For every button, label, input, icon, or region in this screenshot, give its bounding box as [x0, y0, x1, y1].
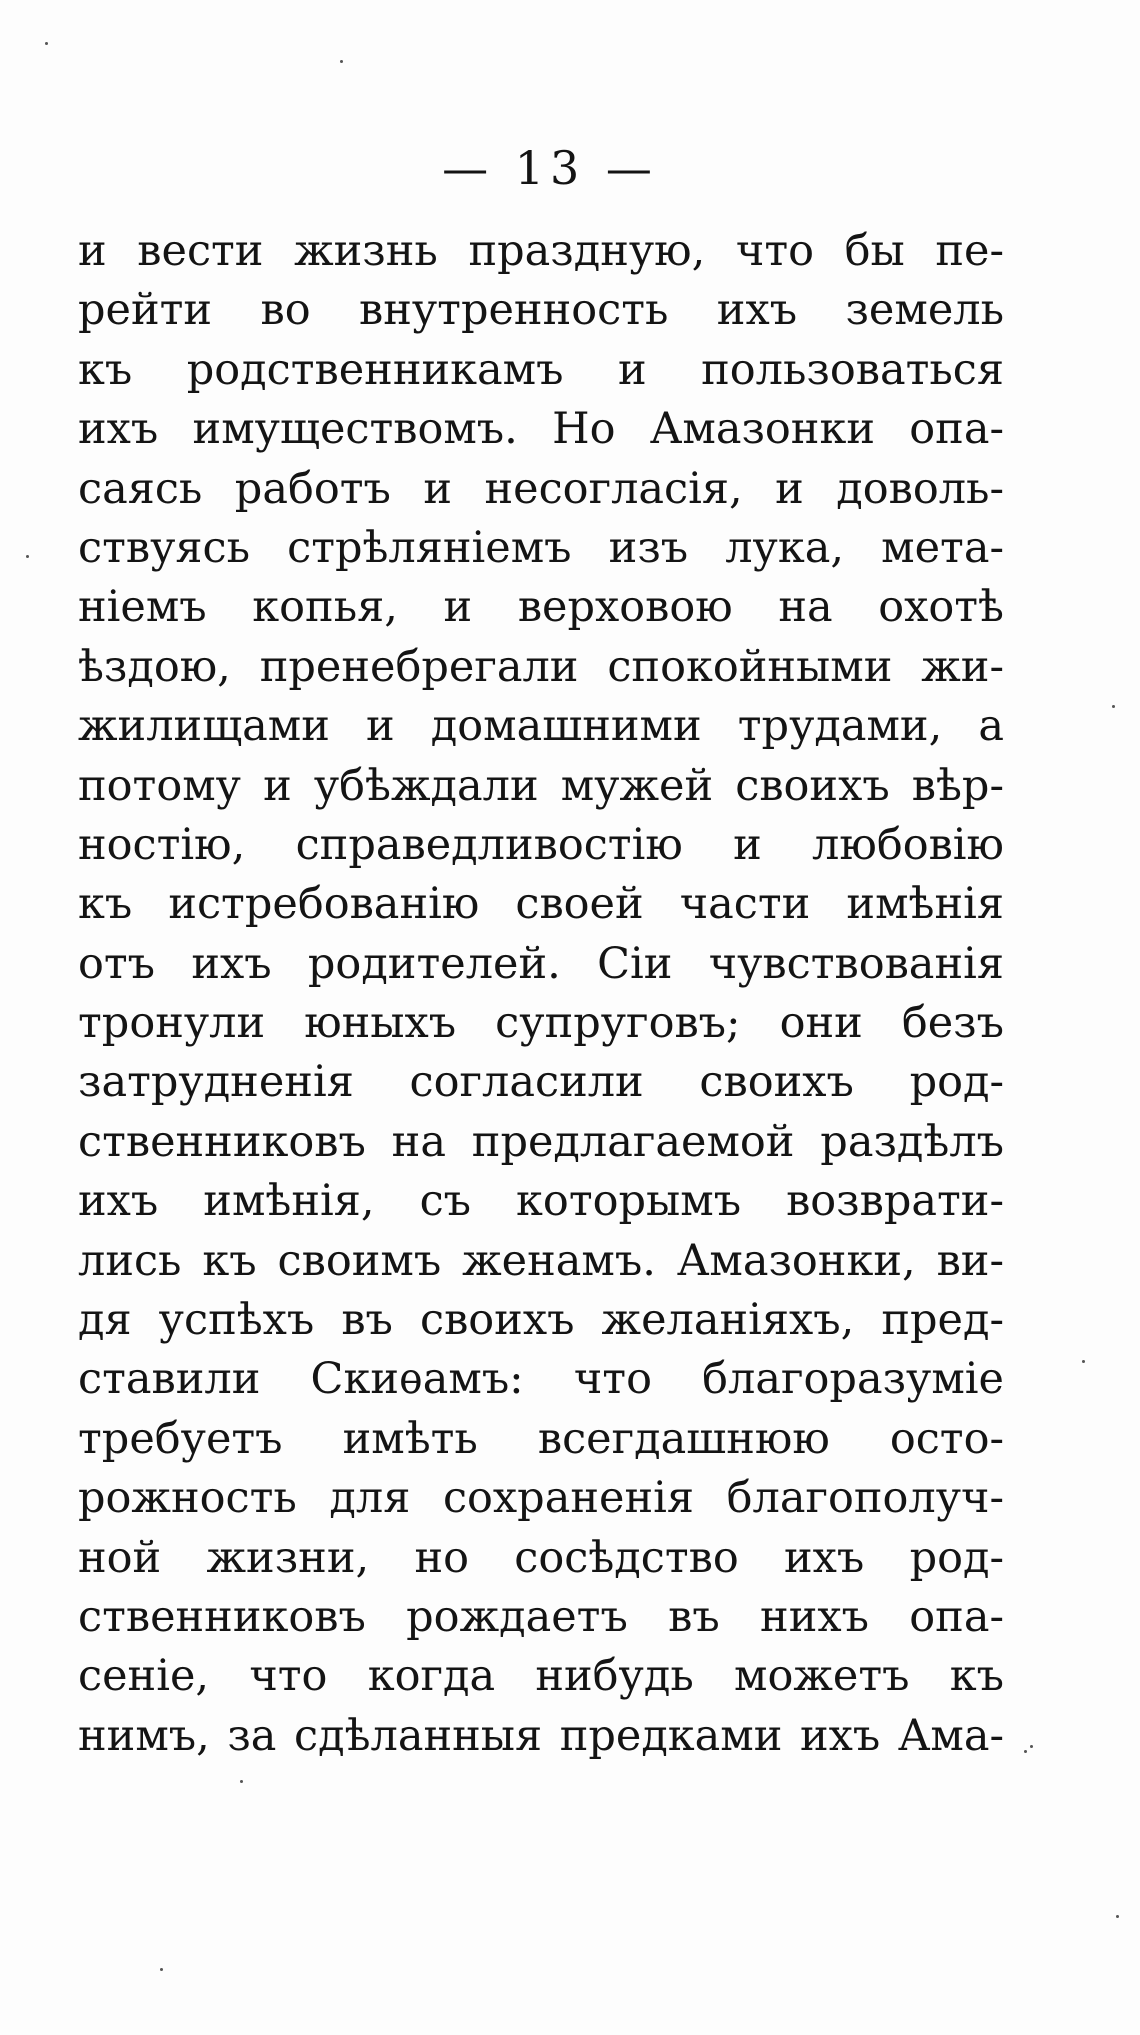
text-line: ѣздою, пренебрегали спокойными жи-	[78, 641, 1004, 692]
text-line: къ родственникамъ и пользоваться	[78, 344, 1004, 395]
text-line: отъ ихъ родителей. Сіи чувствованія	[78, 938, 1004, 989]
scan-speck	[1082, 1360, 1085, 1363]
text-line: ственниковъ рождаетъ въ нихъ опа-	[78, 1591, 1004, 1642]
scan-speck	[340, 60, 343, 63]
text-line: ихъ имуществомъ. Но Амазонки опа-	[78, 404, 1004, 455]
text-line: ствуясь стрѣляніемъ изъ лука, мета-	[78, 522, 1004, 573]
text-line: ностію, справедливостію и любовію	[78, 819, 1004, 870]
text-line: нимъ, за сдѣланныя предками ихъ Ама-	[78, 1710, 1004, 1761]
text-line: ственниковъ на предлагаемой раздѣлъ	[78, 1116, 1004, 1167]
text-line: затрудненія согласили своихъ род-	[78, 1057, 1004, 1108]
text-line: ной жизни, но сосѣдство ихъ род-	[78, 1532, 1004, 1583]
text-line: ніемъ копья, и верховою на охотѣ	[78, 582, 1004, 633]
scan-speck	[1116, 1915, 1119, 1918]
text-line: саясь работъ и несогласія, и доволь-	[78, 463, 1004, 514]
scan-speck	[45, 42, 48, 45]
scan-speck	[1024, 1750, 1027, 1753]
text-line: жилищами и домашними трудами, а	[78, 701, 1004, 752]
scan-speck	[240, 1780, 243, 1783]
text-line: рожность для сохраненія благополуч-	[78, 1473, 1004, 1524]
text-line: тронули юныхъ супруговъ; они безъ	[78, 998, 1004, 1049]
scan-speck	[160, 1968, 163, 1971]
text-line: и вести жизнь праздную, что бы пе-	[78, 226, 1004, 276]
text-line: сеніе, что когда нибудь можетъ къ	[78, 1651, 1004, 1702]
text-line: лись къ своимъ женамъ. Амазонки, ви-	[78, 1235, 1004, 1286]
page-number: — 13 —	[442, 141, 658, 195]
text-line: рейти во внутренность ихъ земель	[78, 285, 1004, 336]
text-line: требуетъ имѣть всегдашнюю осто-	[78, 1413, 1004, 1464]
scan-speck	[26, 555, 29, 558]
text-line: ихъ имѣнія, съ которымъ возврати-	[78, 1176, 1004, 1227]
text-line: дя успѣхъ въ своихъ желаніяхъ, пред-	[78, 1295, 1004, 1346]
body-text	[78, 222, 1004, 1766]
text-line: къ истребованію своей части имѣнія	[78, 879, 1004, 930]
scan-speck	[1112, 705, 1115, 708]
text-line: ставили Скиѳамъ: что благоразуміе	[78, 1354, 1004, 1405]
scan-speck	[1030, 1745, 1033, 1748]
text-line: потому и убѣждали мужей своихъ вѣр-	[78, 760, 1004, 811]
